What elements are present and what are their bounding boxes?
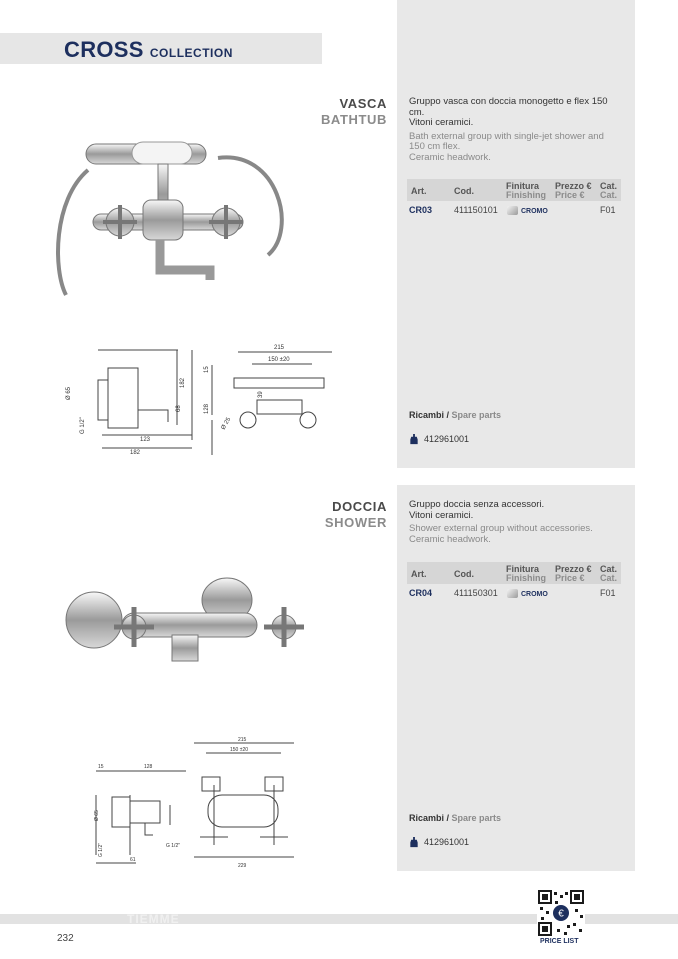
product-title-bathtub: VASCA BATHTUB bbox=[320, 96, 387, 127]
svg-text:215: 215 bbox=[274, 345, 285, 351]
finish-cell: CROMO bbox=[507, 588, 548, 598]
svg-text:61: 61 bbox=[130, 857, 136, 863]
table-header: Art. Cod. Finitura Finishing Prezzo € Price € Cat. Cat. bbox=[407, 179, 621, 201]
bathtub-mixer-image bbox=[48, 130, 298, 305]
product-panel-bathtub bbox=[397, 0, 635, 468]
svg-text:128: 128 bbox=[144, 764, 153, 770]
svg-text:182: 182 bbox=[130, 450, 141, 456]
svg-text:150 ±20: 150 ±20 bbox=[230, 747, 249, 753]
product-title-shower: DOCCIA SHOWER bbox=[324, 499, 387, 530]
bathtub-technical-drawing bbox=[62, 340, 332, 460]
qr-code-icon[interactable] bbox=[537, 889, 585, 937]
cartridge-icon bbox=[409, 837, 419, 848]
svg-text:182: 182 bbox=[180, 377, 186, 388]
table-header: Art. Cod. Finitura Finishing Prezzo € Price € Cat. Cat. bbox=[407, 562, 621, 584]
spare-part-code: 412961001 bbox=[409, 837, 469, 848]
table-row: CR03 411150101 CROMO F01 bbox=[409, 205, 616, 215]
collection-title: CROSS COLLECTION bbox=[64, 37, 233, 62]
svg-text:15: 15 bbox=[204, 366, 210, 373]
svg-text:Ø 65: Ø 65 bbox=[94, 810, 100, 821]
svg-text:Ø 25: Ø 25 bbox=[220, 416, 233, 431]
price-table-shower bbox=[407, 562, 621, 602]
cartridge-icon bbox=[409, 434, 419, 445]
chrome-swatch-icon bbox=[507, 589, 518, 598]
price-table-bathtub bbox=[407, 179, 621, 219]
svg-text:G 1/2": G 1/2" bbox=[166, 843, 181, 849]
svg-text:229: 229 bbox=[238, 863, 247, 869]
svg-text:15: 15 bbox=[98, 764, 104, 770]
chrome-swatch-icon bbox=[507, 206, 518, 215]
product-description-shower: Gruppo doccia senza accessori. Vitoni ceramici. Shower external group without accessories. Ceramic headwork. bbox=[409, 499, 593, 545]
svg-text:123: 123 bbox=[140, 437, 151, 443]
svg-text:G 1/2": G 1/2" bbox=[98, 842, 104, 857]
spare-part-code: 412961001 bbox=[409, 434, 469, 445]
shower-mixer-image bbox=[62, 575, 317, 690]
spare-parts-label: Ricambi / Spare parts bbox=[409, 410, 502, 420]
svg-text:128: 128 bbox=[204, 403, 210, 414]
price-list-label: PRICE LIST bbox=[540, 938, 579, 945]
brand-watermark: TIEMME bbox=[127, 912, 180, 926]
shower-technical-drawing bbox=[90, 735, 305, 870]
svg-text:39: 39 bbox=[258, 391, 264, 398]
page-number: 232 bbox=[57, 933, 74, 944]
svg-text:150 ±20: 150 ±20 bbox=[268, 357, 290, 363]
svg-text:215: 215 bbox=[238, 737, 247, 743]
svg-text:68: 68 bbox=[176, 405, 182, 412]
svg-text:€: € bbox=[558, 908, 564, 920]
spare-parts-label: Ricambi / Spare parts bbox=[409, 813, 502, 823]
svg-text:Ø 65: Ø 65 bbox=[66, 386, 72, 400]
table-row: CR04 411150301 CROMO F01 bbox=[409, 588, 616, 598]
collection-header bbox=[0, 33, 322, 64]
svg-text:G 1/2": G 1/2" bbox=[80, 417, 86, 434]
finish-cell: CROMO bbox=[507, 205, 548, 215]
product-description-bathtub: Gruppo vasca con doccia monogetto e flex 150 cm. Vitoni ceramici. Bath external group with single-jet shower and 150 cm flex. Ceramic headwork. bbox=[409, 96, 608, 163]
